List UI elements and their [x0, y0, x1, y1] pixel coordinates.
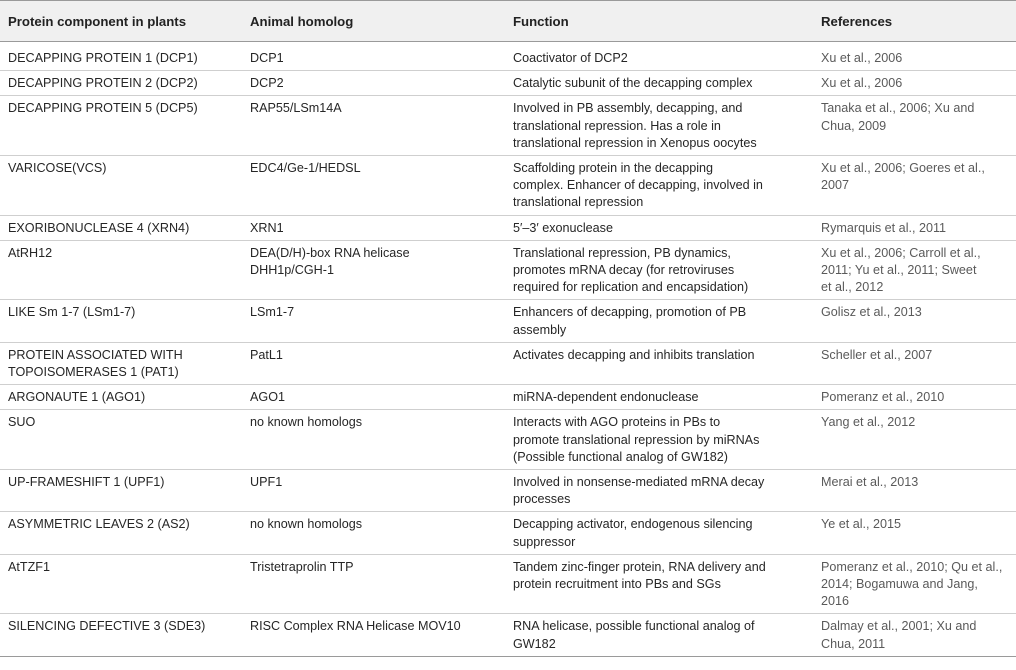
cell-function	[505, 554, 813, 614]
cell-references	[813, 300, 1016, 342]
cell-animal-homolog	[242, 96, 505, 156]
table-row	[0, 385, 1016, 410]
table-row	[0, 215, 1016, 240]
table-body	[0, 42, 1016, 657]
cell-references-text: Xu et al., 2006	[821, 76, 903, 91]
cell-animal-homolog-text: DCP1	[250, 51, 284, 65]
cell-animal-homolog-text: RAP55/LSm14A	[250, 101, 342, 116]
cell-references	[813, 215, 1016, 240]
cell-plant-protein	[0, 385, 242, 410]
cell-plant-protein	[0, 71, 242, 96]
cell-references	[813, 614, 1016, 656]
cell-animal-homolog	[242, 342, 505, 384]
cell-plant-protein-text: LIKE Sm 1-7 (LSm1-7)	[8, 305, 136, 320]
cell-function	[505, 42, 813, 71]
table-row	[0, 71, 1016, 96]
cell-animal-homolog	[242, 215, 505, 240]
cell-function-text: Translational repression, PB dynamics, promotes mRNA decay (for retroviruses required for replication and encapsidation)	[513, 245, 749, 295]
cell-references-text: Golisz et al., 2013	[821, 305, 922, 320]
cell-animal-homolog-text: DCP2	[250, 76, 284, 91]
cell-animal-homolog	[242, 300, 505, 342]
cell-animal-homolog-text: UPF1	[250, 475, 283, 490]
cell-references-text: Yang et al., 2012	[821, 415, 916, 430]
cell-plant-protein-text: PROTEIN ASSOCIATED WITH TOPOISOMERASES 1 (PAT1)	[8, 347, 183, 380]
cell-references-text: Tanaka et al., 2006; Xu and Chua, 2009	[821, 101, 975, 133]
cell-plant-protein-text: DECAPPING PROTEIN 2 (DCP2)	[8, 76, 198, 91]
cell-references-text: Ye et al., 2015	[821, 517, 902, 532]
table-row	[0, 96, 1016, 156]
table-row	[0, 42, 1016, 71]
table-row	[0, 410, 1016, 470]
header-function: Function	[505, 1, 813, 42]
cell-plant-protein-text: DECAPPING PROTEIN 5 (DCP5)	[8, 101, 198, 116]
cell-plant-protein	[0, 470, 242, 512]
cell-plant-protein-text: SILENCING DEFECTIVE 3 (SDE3)	[8, 619, 206, 634]
cell-animal-homolog	[242, 71, 505, 96]
cell-plant-protein-text: VARICOSE(VCS)	[8, 161, 107, 176]
cell-function	[505, 156, 813, 216]
cell-plant-protein-text: AtTZF1	[8, 559, 50, 574]
cell-function	[505, 96, 813, 156]
table-row	[0, 240, 1016, 300]
cell-animal-homolog-text: AGO1	[250, 390, 285, 405]
cell-animal-homolog-text: PatL1	[250, 347, 283, 362]
cell-references	[813, 240, 1016, 300]
cell-plant-protein-text: ARGONAUTE 1 (AGO1)	[8, 390, 146, 405]
cell-plant-protein	[0, 215, 242, 240]
table-row	[0, 156, 1016, 216]
cell-references-text: Xu et al., 2006; Carroll et al., 2011; Yu et al., 2011; Sweet et al., 2012	[821, 245, 981, 295]
cell-function	[505, 410, 813, 470]
cell-function	[505, 614, 813, 656]
cell-function-text: Catalytic subunit of the decapping complex	[513, 76, 753, 91]
cell-plant-protein	[0, 342, 242, 384]
cell-function-text: 5′–3′ exonuclease	[513, 220, 613, 235]
cell-animal-homolog	[242, 410, 505, 470]
cell-function-text: Interacts with AGO proteins in PBs to promote translational repression by miRNAs (Possible functional analog of GW182)	[513, 415, 760, 464]
cell-animal-homolog-text: Tristetraprolin TTP	[250, 559, 354, 574]
cell-function-text: RNA helicase, possible functional analog of GW182	[513, 619, 755, 651]
cell-animal-homolog	[242, 240, 505, 300]
table-row	[0, 614, 1016, 656]
table-row	[0, 554, 1016, 614]
cell-animal-homolog	[242, 156, 505, 216]
cell-animal-homolog-text: no known homologs	[250, 517, 363, 532]
cell-function-text: Scaffolding protein in the decapping complex. Enhancer of decapping, involved in translational repression	[513, 161, 763, 210]
cell-plant-protein	[0, 96, 242, 156]
cell-function	[505, 215, 813, 240]
cell-references	[813, 554, 1016, 614]
header-plant-protein: Protein component in plants	[0, 1, 242, 42]
cell-references	[813, 42, 1016, 71]
cell-plant-protein-text: AtRH12	[8, 245, 53, 260]
cell-function-text: miRNA-dependent endonuclease	[513, 390, 699, 405]
cell-function-text: Tandem zinc-finger protein, RNA delivery and protein recruitment into PBs and SGs	[513, 559, 766, 592]
table-row	[0, 342, 1016, 384]
cell-plant-protein	[0, 512, 242, 554]
cell-function	[505, 71, 813, 96]
cell-function	[505, 470, 813, 512]
cell-plant-protein-text: EXORIBONUCLEASE 4 (XRN4)	[8, 220, 190, 235]
cell-references-text: Scheller et al., 2007	[821, 347, 933, 362]
cell-function-text: Enhancers of decapping, promotion of PB assembly	[513, 305, 747, 337]
cell-references-text: Xu et al., 2006; Goeres et al., 2007	[821, 161, 985, 193]
cell-function	[505, 342, 813, 384]
cell-animal-homolog	[242, 470, 505, 512]
cell-animal-homolog	[242, 385, 505, 410]
cell-references	[813, 512, 1016, 554]
cell-function-text: Coactivator of DCP2	[513, 51, 628, 65]
cell-plant-protein	[0, 240, 242, 300]
cell-references	[813, 385, 1016, 410]
cell-animal-homolog-text: no known homologs	[250, 415, 363, 430]
cell-animal-homolog	[242, 614, 505, 656]
cell-plant-protein	[0, 156, 242, 216]
cell-references-text: Pomeranz et al., 2010	[821, 390, 945, 405]
cell-plant-protein-text: DECAPPING PROTEIN 1 (DCP1)	[8, 51, 198, 65]
cell-function	[505, 385, 813, 410]
cell-plant-protein	[0, 554, 242, 614]
cell-animal-homolog-text: EDC4/Ge-1/HEDSL	[250, 161, 361, 176]
cell-references	[813, 470, 1016, 512]
cell-animal-homolog	[242, 512, 505, 554]
cell-function	[505, 300, 813, 342]
cell-animal-homolog-text: DEA(D/H)-box RNA helicase DHH1p/CGH-1	[250, 245, 410, 278]
cell-plant-protein-text: SUO	[8, 415, 36, 430]
cell-references-text: Dalmay et al., 2001; Xu and Chua, 2011	[821, 619, 977, 651]
cell-references-text: Merai et al., 2013	[821, 475, 919, 490]
cell-references	[813, 96, 1016, 156]
cell-function	[505, 512, 813, 554]
cell-references	[813, 342, 1016, 384]
cell-function	[505, 240, 813, 300]
cell-animal-homolog	[242, 42, 505, 71]
cell-plant-protein	[0, 614, 242, 656]
cell-function-text: Involved in PB assembly, decapping, and translational repression. Has a role in translational repression in Xenopus oocytes	[513, 101, 757, 150]
cell-function-text: Involved in nonsense-mediated mRNA decay processes	[513, 475, 765, 507]
cell-plant-protein-text: UP-FRAMESHIFT 1 (UPF1)	[8, 475, 165, 490]
table-header	[0, 1, 1016, 42]
cell-animal-homolog-text: LSm1-7	[250, 305, 295, 320]
cell-references-text: Pomeranz et al., 2010; Qu et al., 2014; Bogamuwa and Jang, 2016	[821, 559, 1003, 609]
cell-animal-homolog	[242, 554, 505, 614]
table-row	[0, 300, 1016, 342]
header-row	[0, 1, 1016, 42]
cell-references	[813, 156, 1016, 216]
cell-plant-protein	[0, 410, 242, 470]
cell-references	[813, 71, 1016, 96]
cell-plant-protein	[0, 300, 242, 342]
cell-function-text: Decapping activator, endogenous silencing suppressor	[513, 517, 753, 549]
cell-animal-homolog-text: XRN1	[250, 220, 284, 235]
cell-references-text: Xu et al., 2006	[821, 51, 903, 65]
cell-plant-protein	[0, 42, 242, 71]
cell-references	[813, 410, 1016, 470]
cell-plant-protein-text: ASYMMETRIC LEAVES 2 (AS2)	[8, 517, 190, 532]
cell-references-text: Rymarquis et al., 2011	[821, 220, 947, 235]
header-references: References	[813, 1, 1016, 42]
header-animal-homolog: Animal homolog	[242, 1, 505, 42]
table-row	[0, 512, 1016, 554]
table-row	[0, 470, 1016, 512]
cell-animal-homolog-text: RISC Complex RNA Helicase MOV10	[250, 619, 461, 634]
cell-function-text: Activates decapping and inhibits translation	[513, 347, 755, 362]
